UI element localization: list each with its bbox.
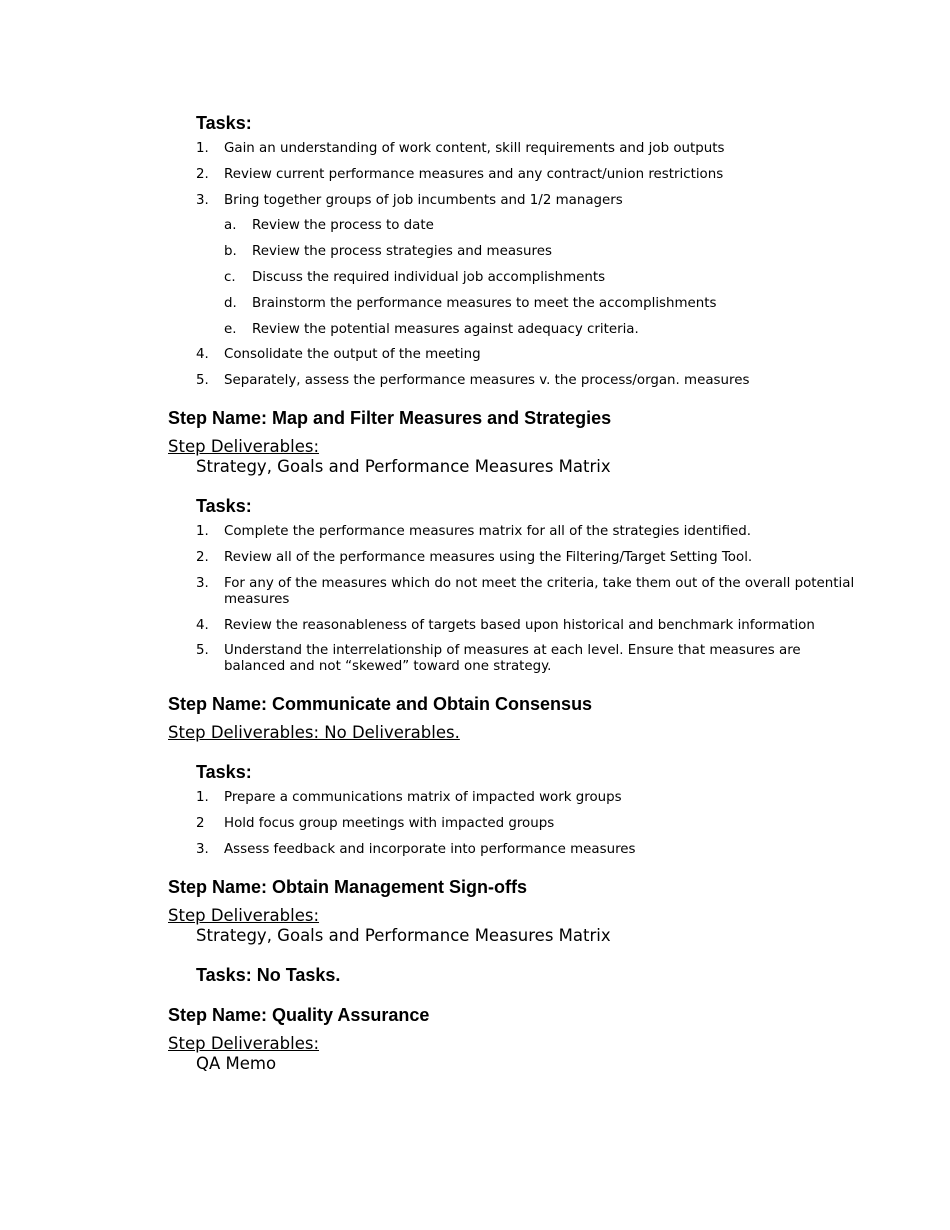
task-number: 4. xyxy=(196,617,209,633)
task-number: 3. xyxy=(196,192,209,208)
task-text: Assess feedback and incorporate into performance measures xyxy=(224,841,636,857)
section1 xyxy=(168,112,858,389)
task-item xyxy=(168,618,858,634)
subtask-letter: e. xyxy=(224,321,237,337)
task-item xyxy=(168,816,858,832)
subtask-text: Review the process to date xyxy=(252,218,434,234)
task-number: 2 xyxy=(196,816,205,832)
task-item xyxy=(168,576,858,608)
task-number: 5. xyxy=(196,373,209,389)
step-name: Step Name: Quality Assurance xyxy=(168,1004,430,1025)
task-number: 3. xyxy=(196,841,209,857)
task-text: Understand the interrelationship of measures at each level. Ensure that measures are balanced and not “skewed” toward one strategy. xyxy=(224,643,801,675)
step-communicate xyxy=(168,693,858,858)
subtask-text: Brainstorm the performance measures to meet the accomplishments xyxy=(252,295,717,311)
subtask-item xyxy=(224,218,858,234)
task-number: 1. xyxy=(196,141,209,156)
step-quality-assurance xyxy=(168,1004,858,1074)
subtask-list xyxy=(224,218,858,337)
step-deliverables-label: Step Deliverables: No Deliverables. xyxy=(168,723,460,743)
tasks-heading: Tasks: xyxy=(196,762,252,783)
task-text: Prepare a communications matrix of impacted work groups xyxy=(224,790,622,806)
task-number: 3. xyxy=(196,575,209,591)
step-deliverables-label: Step Deliverables: xyxy=(168,1033,320,1053)
task-item xyxy=(168,141,858,157)
step-deliverable: Strategy, Goals and Performance Measures Matrix xyxy=(196,925,611,945)
step-deliverables-label: Step Deliverables: xyxy=(168,437,320,457)
tasks-heading: Tasks: xyxy=(196,113,252,133)
task-list xyxy=(168,524,858,675)
task-number: 2. xyxy=(196,549,209,565)
task-text: Separately, assess the performance measures v. the process/organ. measures xyxy=(224,373,750,389)
subtask-letter: b. xyxy=(224,244,237,260)
task-item xyxy=(168,842,858,858)
task-item xyxy=(168,373,858,389)
task-item xyxy=(168,167,858,183)
subtask-text: Review the potential measures against adequacy criteria. xyxy=(252,321,639,337)
task-list xyxy=(168,790,858,858)
task-text: Bring together groups of job incumbents and 1/2 managers xyxy=(224,192,623,208)
task-text: Hold focus group meetings with impacted groups xyxy=(224,816,555,832)
task-item xyxy=(168,643,858,675)
step-name: Step Name: Obtain Management Sign-offs xyxy=(168,876,528,897)
subtask-item xyxy=(224,322,858,338)
task-item xyxy=(168,524,858,540)
task-text: Gain an understanding of work content, skill requirements and job outputs xyxy=(224,141,725,156)
tasks-heading: Tasks: No Tasks. xyxy=(196,964,341,985)
task-item xyxy=(168,550,858,566)
step-name: Step Name: Map and Filter Measures and Strategies xyxy=(168,408,612,429)
step-map-filter xyxy=(168,407,858,675)
task-text: Complete the performance measures matrix for all of the strategies identified. xyxy=(224,524,752,540)
subtask-item xyxy=(224,244,858,260)
task-number: 5. xyxy=(196,643,209,659)
subtask-item xyxy=(224,296,858,312)
task-list xyxy=(168,141,858,389)
task-number: 1. xyxy=(196,524,209,540)
task-text: For any of the measures which do not meet the criteria, take them out of the overall potential measures xyxy=(224,575,855,607)
task-text: Review the reasonableness of targets based upon historical and benchmark information xyxy=(224,617,815,633)
task-text: Review current performance measures and any contract/union restrictions xyxy=(224,166,724,182)
subtask-text: Discuss the required individual job accomplishments xyxy=(252,269,606,285)
task-item xyxy=(168,193,858,338)
step-deliverable: QA Memo xyxy=(196,1053,277,1073)
task-number: 1. xyxy=(196,790,209,806)
task-text: Consolidate the output of the meeting xyxy=(224,347,481,363)
subtask-text: Review the process strategies and measures xyxy=(252,244,552,260)
subtask-letter: a. xyxy=(224,218,237,234)
task-number: 2. xyxy=(196,166,209,182)
task-item xyxy=(168,347,858,363)
tasks-heading: Tasks: xyxy=(196,496,252,517)
subtask-letter: c. xyxy=(224,269,236,285)
document-page xyxy=(168,112,858,1074)
subtask-item xyxy=(224,270,858,286)
subtask-letter: d. xyxy=(224,295,237,311)
task-number: 4. xyxy=(196,347,209,363)
step-deliverables-label: Step Deliverables: xyxy=(168,905,320,925)
step-name: Step Name: Communicate and Obtain Consensus xyxy=(168,694,593,715)
step-management-signoffs xyxy=(168,876,858,986)
task-item xyxy=(168,790,858,806)
task-text: Review all of the performance measures using the Filtering/Target Setting Tool. xyxy=(224,549,753,565)
step-deliverable: Strategy, Goals and Performance Measures Matrix xyxy=(196,457,611,477)
